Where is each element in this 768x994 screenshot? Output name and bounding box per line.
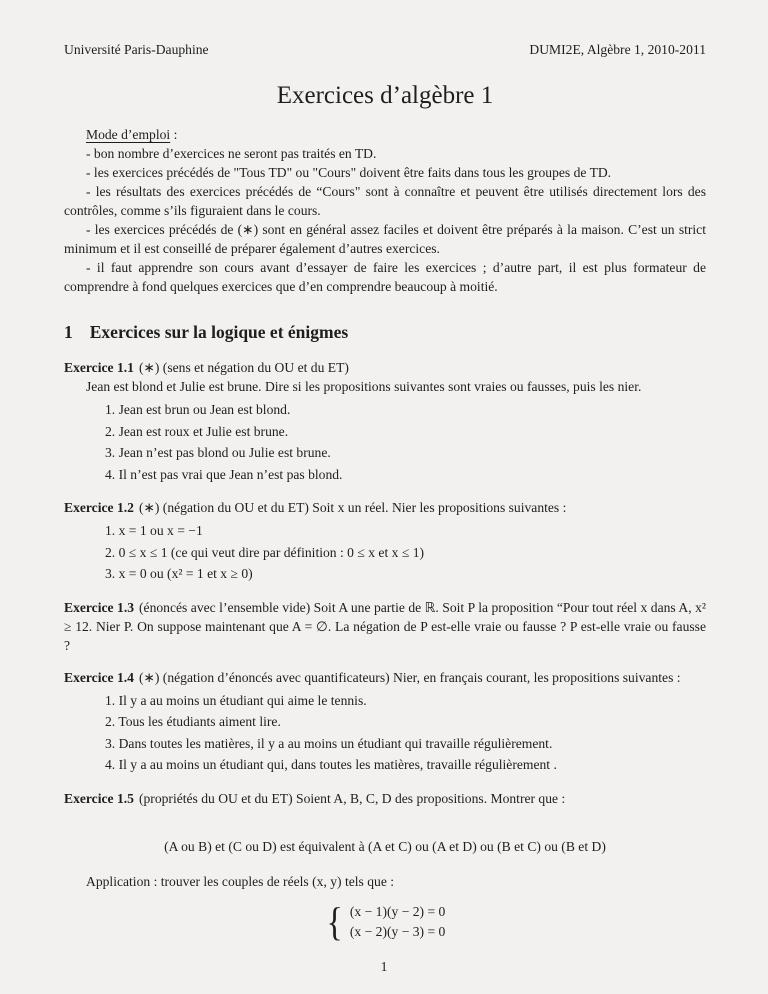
exercise-heading <box>64 358 706 377</box>
exercise-label: Exercice 1.3 <box>64 599 135 615</box>
exercise-item: 4. Il y a au moins un étudiant qui, dans toutes les matières, travaille régulièrement . <box>105 757 557 772</box>
exercise-1-5 <box>64 789 706 942</box>
mode-demploi-heading: Mode d’emploi <box>86 127 171 142</box>
header-university: Université Paris-Dauphine <box>64 42 209 57</box>
exercise-intro: (propriétés du OU et du ET) Soient A, B, C, D des propositions. Montrer que : <box>138 790 566 806</box>
mode-demploi-heading-line <box>64 125 706 144</box>
exercise-heading <box>64 789 706 808</box>
exercise-item-list <box>64 690 706 776</box>
exercise-item-list <box>64 520 706 585</box>
exercise-1-1 <box>64 358 706 485</box>
exercise-item: 1. Jean est brun ou Jean est blond. <box>105 402 291 417</box>
exercise-item: 2. 0 ≤ x ≤ 1 (ce qui veut dire par définition : 0 ≤ x et x ≤ 1) <box>105 544 425 560</box>
exercise-heading <box>64 498 706 517</box>
equation-system <box>64 898 706 944</box>
exercise-label: Exercice 1.4 <box>64 669 134 685</box>
section-number: 1 <box>64 322 73 342</box>
page-header <box>64 40 706 59</box>
document-title: Exercices d’algèbre 1 <box>276 82 494 109</box>
exercise-intro: (∗) (négation d’énoncés avec quantificateurs) Nier, en français courant, les propositions suivantes : <box>138 669 681 685</box>
header-course-info: DUMI2E, Algèbre 1, 2010-2011 <box>529 42 706 57</box>
exercise-intro: (∗) (négation du OU et du ET) Soit x un réel. Nier les propositions suivantes : <box>138 500 567 515</box>
exercise-item: 3. x = 0 ou (x² = 1 et x ≥ 0) <box>105 566 253 581</box>
exercise-item: 1. x = 1 ou x = −1 <box>105 523 203 538</box>
exercise-item: 3. Dans toutes les matières, il y a au moins un étudiant qui travaille régulièrement. <box>105 735 553 751</box>
mode-demploi-heading-suffix: : <box>170 127 178 142</box>
exercise-1-2 <box>64 498 706 585</box>
exercise-item: 2. Tous les étudiants aiment lire. <box>105 714 281 729</box>
mode-demploi-bullet: - les exercices précédés de "Tous TD" ou "Cours" doivent être faits dans tous les groupes de TD. <box>86 165 612 180</box>
mode-demploi-bullet: - les résultats des exercices précédés de “Cours" sont à connaître et peuvent être utilisés directement lors des contrôles, comme s’ils figuraient dans le cours. <box>64 184 706 218</box>
exercise-label: Exercice 1.5 <box>64 790 134 806</box>
left-brace: { <box>326 898 343 944</box>
mode-demploi-bullet: - il faut apprendre son cours avant d’essayer de faire les exercices ; d’autre part, il est plus formateur de comprendre à fond quelques exercices que d’en comprendre beaucoup à moitié. <box>64 260 706 294</box>
exercise-1-3 <box>64 598 706 655</box>
page-number: 1 <box>380 959 388 974</box>
application-text: Application : trouver les couples de réels (x, y) tels que : <box>86 873 395 889</box>
exercise-item: 1. Il y a au moins un étudiant qui aime le tennis. <box>105 692 367 708</box>
system-equation: (x − 2)(y − 3) = 0 <box>349 923 446 939</box>
exercise-heading <box>64 668 706 687</box>
exercise-intro: (∗) (sens et négation du OU et du ET) <box>138 360 349 375</box>
exercise-label: Exercice 1.1 <box>64 360 134 375</box>
exercise-1-4 <box>64 668 706 776</box>
display-equation: (A ou B) et (C ou D) est équivalent à (A et C) ou (A et D) ou (B et C) ou (B et D) <box>164 838 606 854</box>
section-heading <box>64 321 706 343</box>
mode-demploi-block <box>64 125 706 296</box>
exercise-body: Jean est blond et Julie est brune. Dire si les propositions suivantes sont vraies ou fausses, puis les nier. <box>86 379 642 394</box>
exercise-body: (énoncés avec l’ensemble vide) Soit A une partie de ℝ. Soit P la proposition “Pour tout réel x dans A, x² ≥ 12. Nier P. On suppose maintenant que A = ∅. La négation de P est-elle vraie ou fausse ? P est-elle vraie ou fausse ? <box>64 599 706 653</box>
exercise-item: 4. Il n’est pas vrai que Jean n’est pas blond. <box>105 466 343 482</box>
system-equation: (x − 1)(y − 2) = 0 <box>349 903 446 919</box>
exercise-item-list <box>64 399 706 485</box>
exercise-item: 2. Jean est roux et Julie est brune. <box>105 423 289 439</box>
system-equations <box>350 902 445 942</box>
mode-demploi-bullet: - les exercices précédés de (∗) sont en général assez faciles et doivent être préparés à la maison. C’est un strict minimum et il est conseillé de préparer également d’autres exercices. <box>64 222 706 256</box>
exercise-heading <box>64 598 706 655</box>
exercise-item: 3. Jean n’est pas blond ou Julie est brune. <box>105 445 331 460</box>
exercise-label: Exercice 1.2 <box>64 500 134 515</box>
section-title: Exercices sur la logique et énigmes <box>89 322 349 342</box>
mode-demploi-bullet: - bon nombre d’exercices ne seront pas traités en TD. <box>86 146 377 161</box>
